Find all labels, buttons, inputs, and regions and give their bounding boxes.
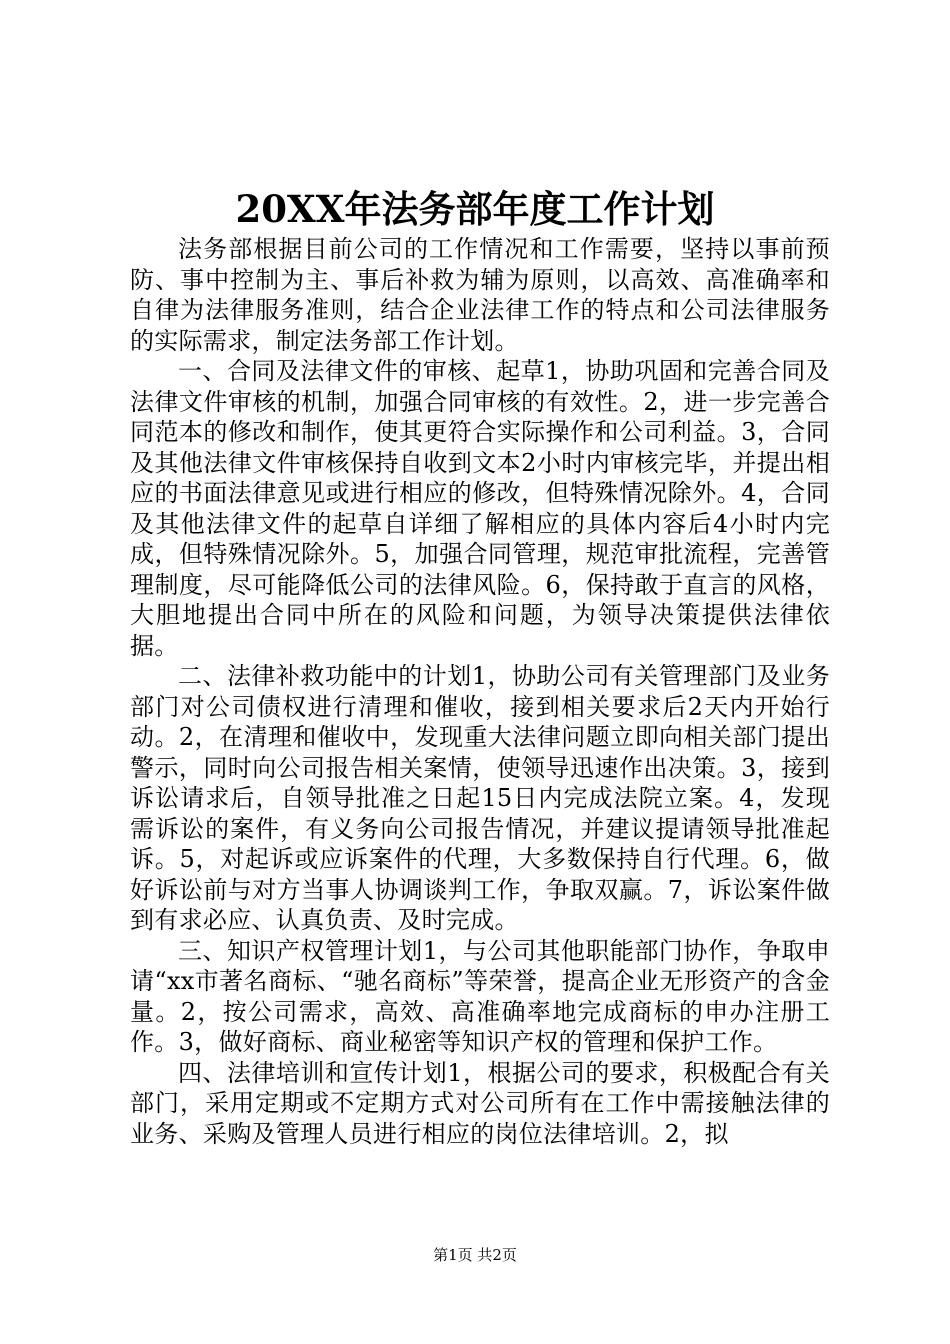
document-body [130, 234, 830, 1149]
section-legal-training-paragraph: 四、法律培训和宣传计划1，根据公司的要求，积极配合有关部门，采用定期或不定期方式对公司所有在工作中需接触法律的业务、采购及管理人员进行相应的岗位法律培训。2，拟 [130, 1058, 830, 1148]
page-footer: 第1页 共2页 [433, 1246, 517, 1264]
section-legal-remedy-paragraph: 二、法律补救功能中的计划1，协助公司有关管理部门及业务部门对公司债权进行清理和催收，接到相关要求后2天内开始行动。2，在清理和催收中，发现重大法律问题立即向相关部门提出警示，同时向公司报告相关案情，使领导迅速作出决策。3，接到诉讼请求后，自领导批准之日起15日内完成法院立案。4，发现需诉讼的案件，有义务向公司报告情况，并建议提请领导批准起诉。5，对起诉或应诉案件的代理，大多数保持自行代理。6，做好诉讼前与对方当事人协调谈判工作，争取双赢。7，诉讼案件做到有求必应、认真负责、及时完成。 [130, 662, 830, 934]
section-ip-management-paragraph: 三、知识产权管理计划1，与公司其他职能部门协作，争取申请“xx市著名商标、“驰名商标”等荣誉，提高企业无形资产的含金量。2，按公司需求，高效、高准确率地完成商标的申办注册工作。3，做好商标、商业秘密等知识产权的管理和保护工作。 [130, 936, 830, 1056]
section-contract-review-paragraph: 一、合同及法律文件的审核、起草1，协助巩固和完善合同及法律文件审核的机制，加强合同审核的有效性。2，进一步完善合同范本的修改和制作，使其更符合实际操作和公司利益。3，合同及其他法律文件审核保持自收到文本2小时内审核完毕，并提出相应的书面法律意见或进行相应的修改，但特殊情况除外。4，合同及其他法律文件的起草自详细了解相应的具体内容后4小时内完成，但特殊情况除外。5，加强合同管理，规范审批流程，完善管理制度，尽可能降低公司的法律风险。6，保持敢于直言的风格，大胆地提出合同中所在的风险和问题，为领导决策提供法律依据。 [130, 357, 830, 660]
intro-paragraph: 法务部根据目前公司的工作情况和工作需要，坚持以事前预防、事中控制为主、事后补救为辅为原则，以高效、高准确率和自律为法律服务准则，结合企业法律工作的特点和公司法律服务的实际需求，制定法务部工作计划。 [130, 235, 830, 355]
document-title: 20XX年法务部年度工作计划 [235, 187, 715, 231]
